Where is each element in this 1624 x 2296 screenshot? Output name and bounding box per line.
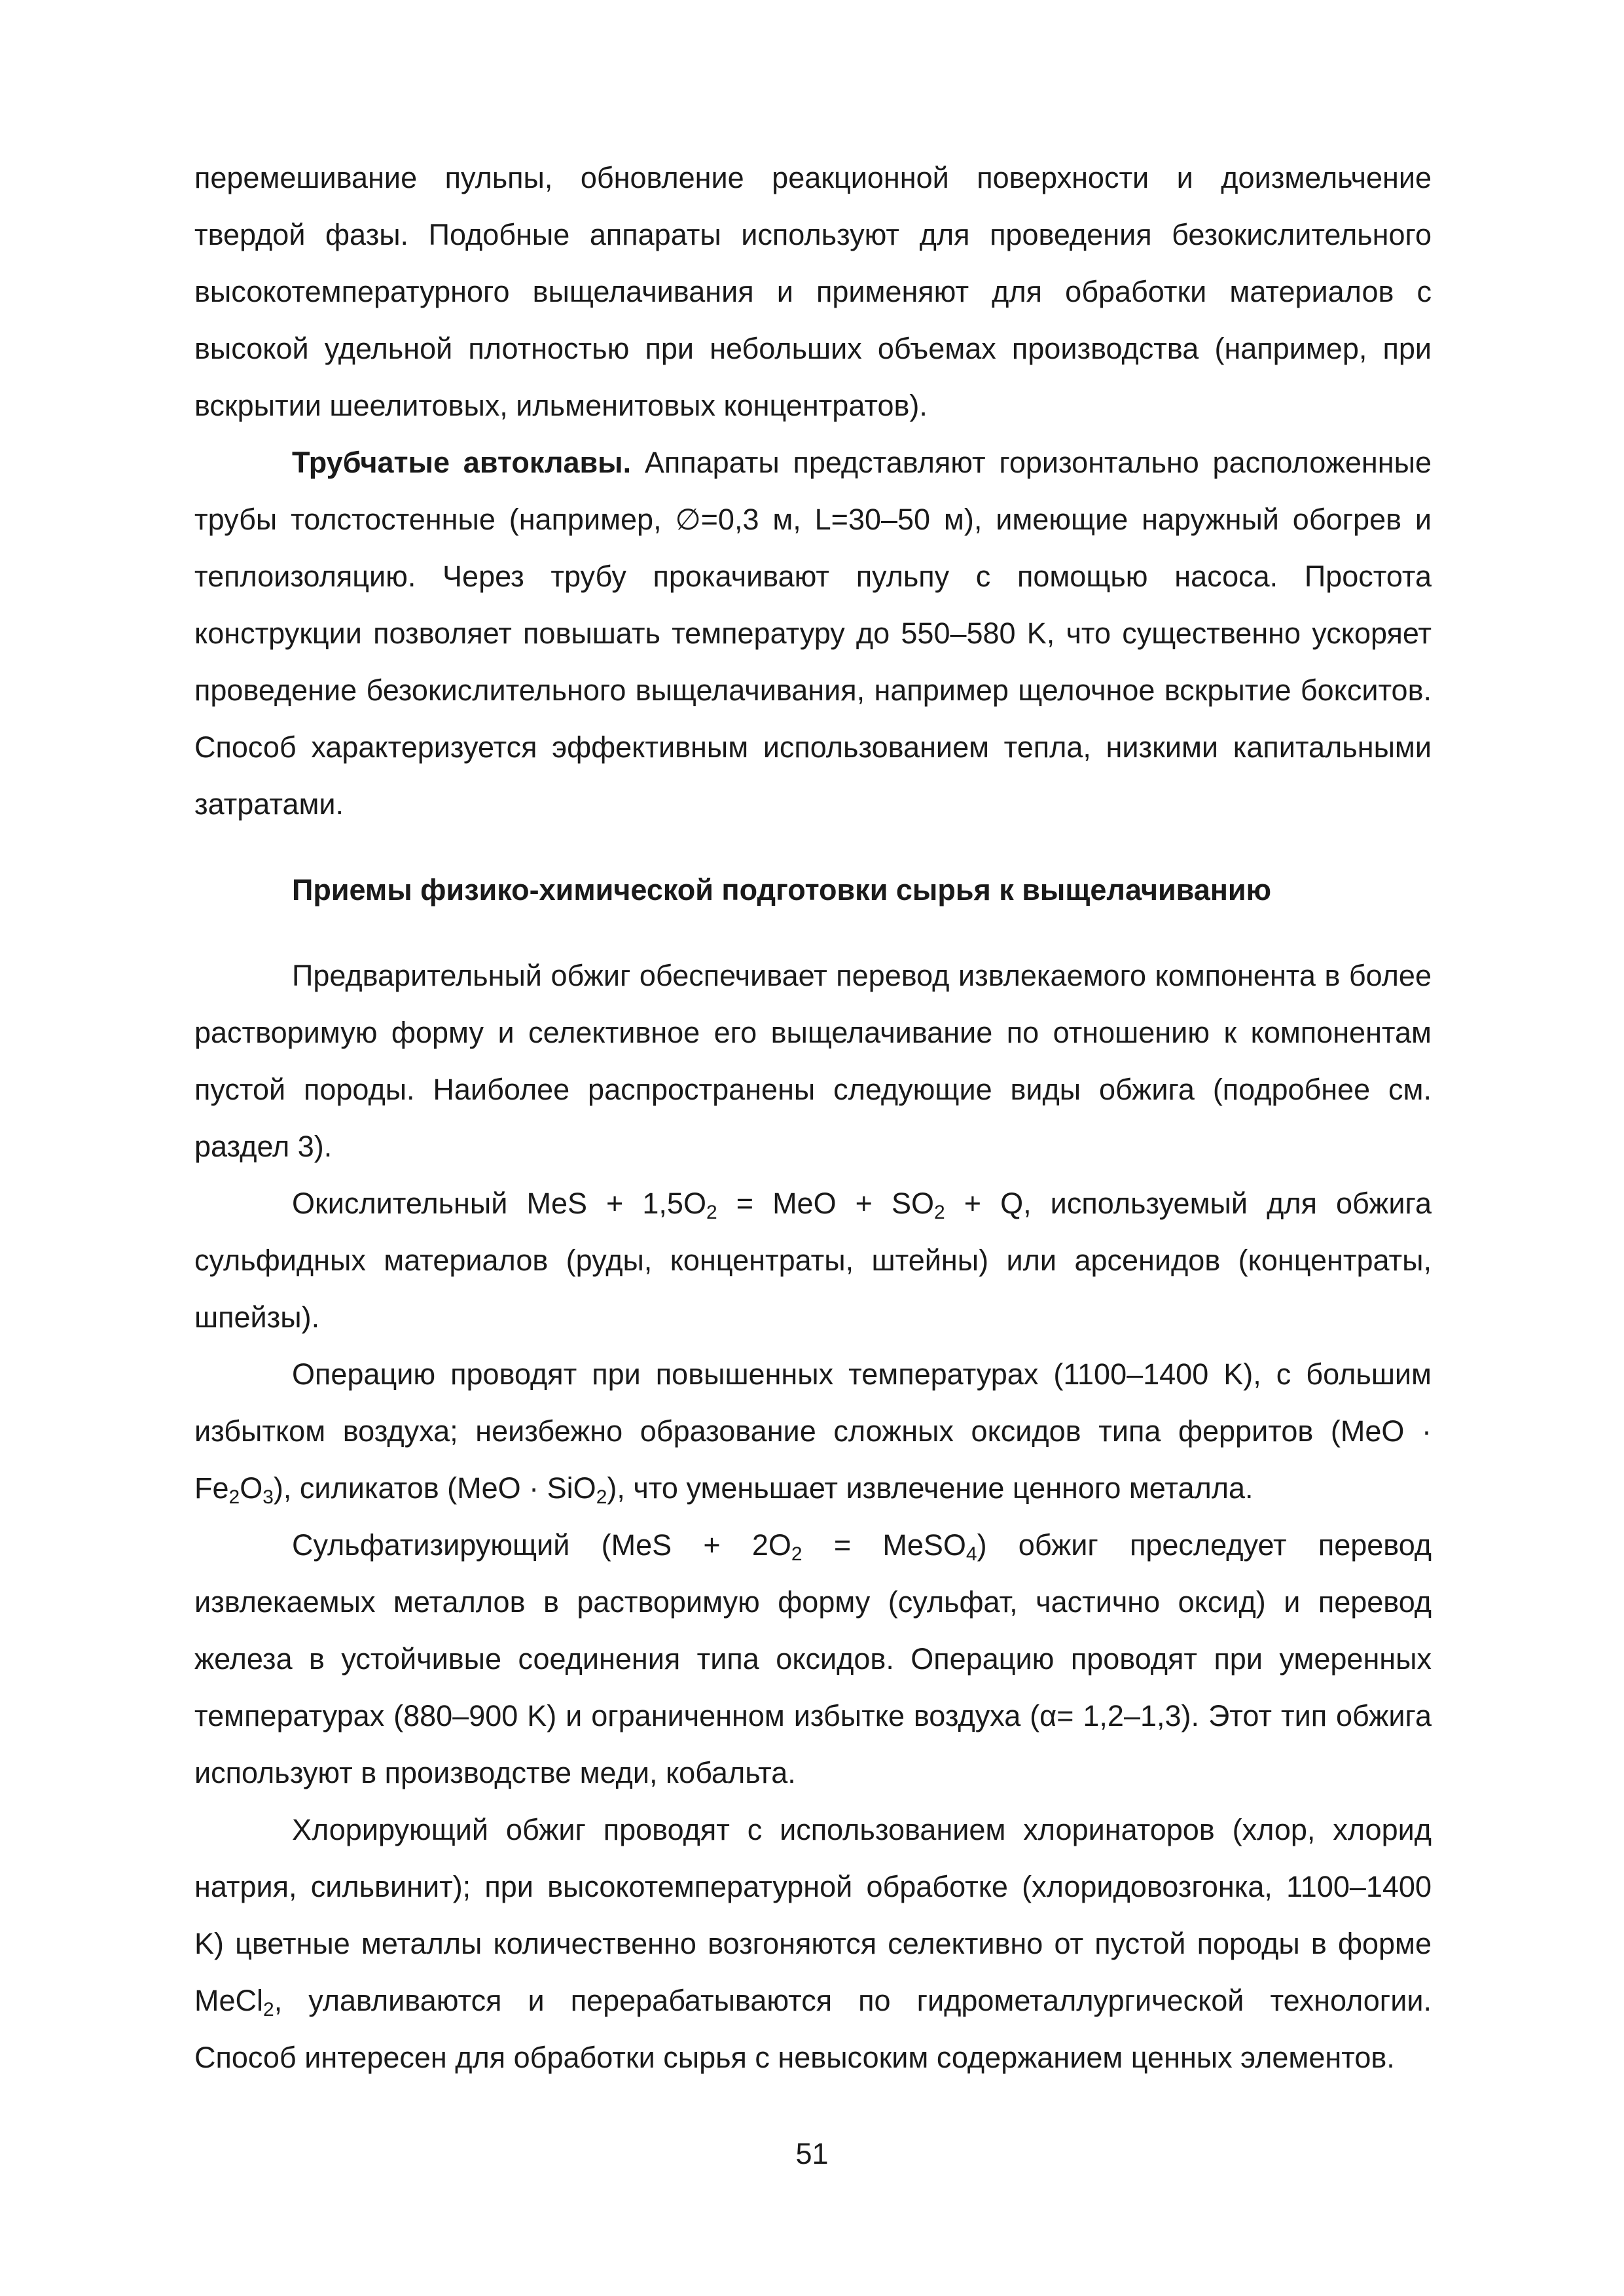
- paragraph-chlorinating-roasting: [194, 1801, 1432, 2086]
- text: ) обжиг преследует перевод извлекаемых металлов в растворимую форму (сульфат, частично оксид) и перевод железа в устойчивые соединения типа оксидов. Операцию проводят при умеренных температурах (880–900 K) и ограниченном избытке воздуха (α= 1,2–1,3). Этот тип обжига используют в производстве меди, кобальта.: [194, 1528, 1432, 1789]
- text: Операцию проводят при повышенных температурах (1100–1400 K), с большим избытком воздуха; неизбежно образование сложных оксидов типа ферритов (MeO · Fe: [194, 1357, 1432, 1505]
- subscript: 3: [262, 1486, 274, 1508]
- page-number: 51: [795, 2137, 829, 2170]
- text: ), что уменьшает извлечение ценного металла.: [607, 1471, 1254, 1505]
- text: Хлорирующий обжиг проводят с использованием хлоринаторов (хлор, хлорид натрия, сильвинит); при высокотемпературной обработке (хлоридовозгонка, 1100–1400 K) цветные металлы количественно возгоняются селективно от пустой породы в форме MeCl: [194, 1813, 1432, 2017]
- paragraph-oxidizing-roasting: [194, 1175, 1432, 1346]
- paragraph-tubular-autoclaves: [194, 434, 1432, 833]
- page-body: [194, 149, 1432, 2086]
- paragraph-1: перемешивание пульпы, обновление реакционной поверхности и доизмельчение твердой фазы. Подобные аппараты используют для проведения безокислительного высокотемпературного выщелачивания и применяют для обработки материалов с высокой удельной плотностью при небольших объемах производства (например, при вскрытии шеелитовых, ильменитовых концентратов).: [194, 161, 1432, 422]
- text: = MeO + SO: [717, 1187, 935, 1220]
- paragraph-operation-conditions: [194, 1346, 1432, 1516]
- subscript: 2: [706, 1202, 717, 1223]
- paragraph-preliminary-roasting: Предварительный обжиг обеспечивает перевод извлекаемого компонента в более растворимую форму и селективное его выщелачивание по отношению к компонентам пустой породы. Наиболее распространены следующие виды обжига (подробнее см. раздел 3).: [194, 959, 1432, 1163]
- term-tubular-autoclaves: Трубчатые автоклавы.: [292, 446, 632, 479]
- subscript: 2: [934, 1202, 945, 1223]
- subscript: 2: [263, 1999, 274, 2020]
- paragraph-2-text: Аппараты представляют горизонтально расположенные трубы толстостенные (например, ∅=0,3 м, L=30–50 м), имеющие наружный обогрев и теплоизоляцию. Через трубу прокачивают пульпу с помощью насоса. Простота конструкции позволяет повышать температуру до 550–580 K, что существенно ускоряет проведение безокислительного выщелачивания, например щелочное вскрытие бокситов. Способ характеризуется эффективным использованием тепла, низкими капитальными затратами.: [194, 446, 1432, 821]
- section-heading: Приемы физико-химической подготовки сырья к выщелачиванию: [292, 873, 1272, 906]
- text: ), силикатов (MeO · SiO: [273, 1471, 596, 1505]
- text: + Q, используемый для обжига сульфидных материалов (руды, концентраты, штейны) или арсенидов (концентраты, шпейзы).: [194, 1187, 1432, 1334]
- text: Сульфатизирующий (MeS + 2O: [292, 1528, 791, 1562]
- subscript: 2: [791, 1543, 803, 1565]
- paragraph-sulfating-roasting: [194, 1516, 1432, 1801]
- subscript: 2: [228, 1486, 240, 1508]
- subscript: 2: [596, 1486, 607, 1508]
- text: , улавливаются и перерабатываются по гидрометаллургической технологии. Способ интересен для обработки сырья с невысоким содержанием ценных элементов.: [194, 1984, 1432, 2074]
- subscript: 4: [965, 1543, 977, 1565]
- text: = MeSO: [802, 1528, 966, 1562]
- text: O: [240, 1471, 263, 1505]
- text: Окислительный MeS + 1,5O: [292, 1187, 706, 1220]
